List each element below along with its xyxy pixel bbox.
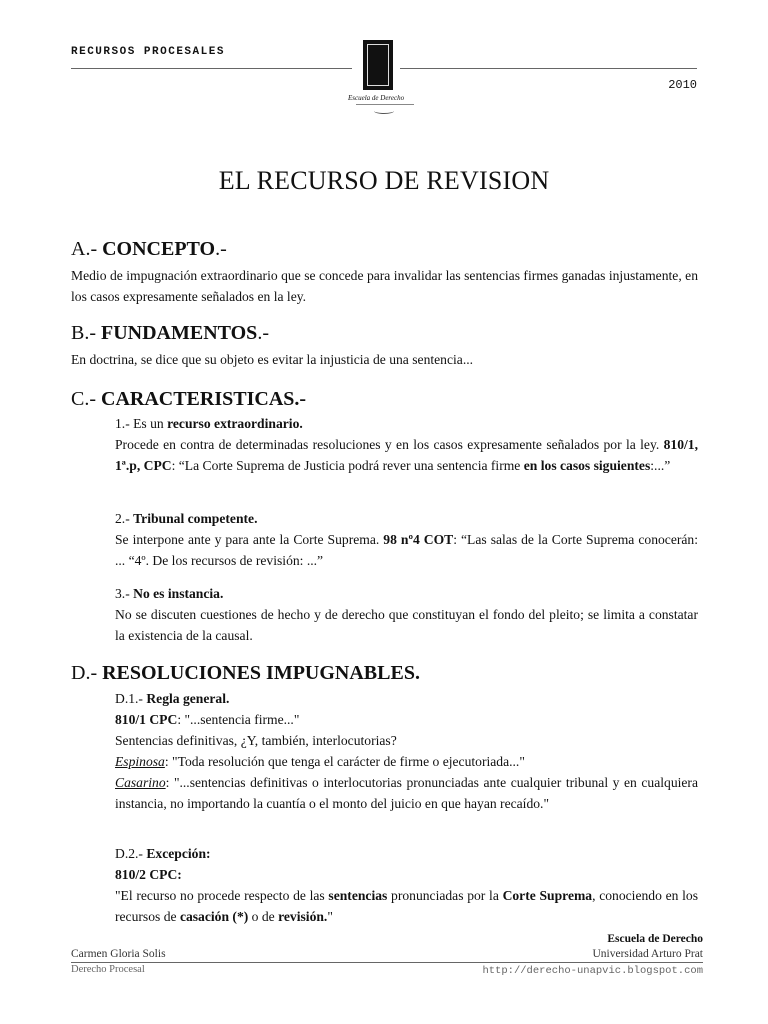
section-c-prefix: C.- — [71, 388, 96, 410]
d2-body — [115, 885, 698, 927]
d2-emph-2: Corte Suprema — [502, 888, 593, 903]
item-1-body — [115, 434, 698, 476]
item-2-ref: 98 nº4 COT — [383, 532, 454, 547]
footer-university: Universidad Arturo Prat — [592, 948, 703, 960]
d2-emph-1: sentencias — [328, 888, 388, 903]
d1-author-2-text: : "...sentencias definitivas o interlocutorias pronunciadas ante cualquier tribunal y en cualquiera instancia, no importando la cuantía o el monto del juicio en que hayan recaído." — [115, 775, 698, 811]
footer-author: Carmen Gloria Solis — [71, 948, 166, 960]
d1-heading — [115, 688, 698, 709]
d2-text-1: "El recurso no procede respecto de las — [115, 888, 329, 903]
section-c-title: CARACTERISTICAS.- — [101, 388, 307, 410]
d2-text-4: o de — [248, 909, 279, 924]
item-2-text-2: : “Las salas de la Corte Suprema conocerán: ... “4º. De los recursos de revisión: ...” — [115, 532, 698, 568]
section-d-1 — [115, 688, 698, 814]
section-a-text: Medio de impugnación extraordinario que se concede para invalidar las sentencias firmes ganadas injustamente, en los casos expresamente señalados en la ley. — [71, 268, 698, 304]
d2-ref-line — [115, 864, 698, 885]
section-c-heading — [71, 388, 306, 411]
item-3-heading — [115, 583, 698, 604]
item-1-ref: 810/1, 1ª.p, CPC — [115, 437, 698, 473]
d1-author-1-name: Espinosa — [115, 754, 165, 769]
item-1-text-2: : “La Corte Suprema de Justicia podrá rever una sentencia firme — [171, 458, 524, 473]
d2-text-5: " — [327, 909, 333, 924]
section-c-item-2 — [115, 508, 698, 571]
d1-bold: Regla general. — [146, 691, 230, 706]
d1-lead: D.1.- — [115, 691, 147, 706]
section-a-prefix: A.- — [71, 238, 98, 260]
section-a-suffix: .- — [215, 238, 227, 260]
d2-ref: 810/2 CPC: — [115, 867, 182, 882]
d2-bold: Excepción: — [146, 846, 211, 861]
item-2-text-1: Se interpone ante y para ante la Corte Suprema. — [115, 532, 384, 547]
logo-emblem-frame — [367, 44, 389, 86]
item-1-emph: en los casos siguientes — [523, 458, 651, 473]
logo-rule — [356, 104, 414, 107]
item-3-bold: No es instancia. — [133, 586, 224, 601]
footer-school: Escuela de Derecho — [607, 933, 703, 945]
header-title: RECURSOS PROCESALES — [71, 46, 225, 58]
footer-divider — [71, 962, 703, 963]
header-divider-right — [400, 68, 697, 69]
section-d-2 — [115, 843, 698, 927]
d1-question: Sentencias definitivas, ¿Y, también, interlocutorias? — [115, 733, 397, 748]
d1-author-1-text: : "Toda resolución que tenga el carácter de firme o ejecutoriada..." — [164, 754, 525, 769]
d1-ref-line — [115, 709, 698, 730]
item-1-lead: 1.- Es un — [115, 416, 168, 431]
section-b-suffix: .- — [257, 322, 269, 344]
section-a-title: CONCEPTO — [102, 238, 216, 260]
d1-author-1 — [115, 751, 698, 772]
item-1-heading — [115, 413, 698, 434]
section-a-heading — [71, 238, 227, 261]
school-logo — [348, 38, 405, 116]
item-2-body — [115, 529, 698, 571]
d1-quote: : "...sentencia firme..." — [177, 712, 300, 727]
d2-text-3: , conociendo en los recursos de — [115, 888, 698, 924]
footer-url[interactable]: http://derecho-unapvic.blogspot.com — [482, 965, 703, 977]
d2-emph-4: revisión. — [278, 909, 328, 924]
section-b-text: En doctrina, se dice que su objeto es evitar la injusticia de una sentencia... — [71, 352, 474, 367]
item-1-text-1: Procede en contra de determinadas resoluciones y en los casos expresamente señalados por la ley. — [115, 437, 664, 452]
d2-lead: D.2.- — [115, 846, 147, 861]
item-3-lead: 3.- — [115, 586, 134, 601]
footer-course: Derecho Procesal — [71, 964, 145, 975]
section-c-item-1 — [115, 413, 698, 476]
section-c-item-3 — [115, 583, 698, 646]
section-b-prefix: B.- — [71, 322, 96, 344]
logo-ornament — [374, 108, 394, 114]
d1-author-2 — [115, 772, 698, 814]
section-b-title: FUNDAMENTOS — [101, 322, 258, 344]
item-1-bold: recurso extraordinario. — [167, 416, 303, 431]
section-b-heading — [71, 322, 269, 345]
section-d-title: RESOLUCIONES IMPUGNABLES. — [102, 662, 420, 684]
header-year: 2010 — [668, 78, 697, 92]
d2-text-2: pronunciadas por la — [387, 888, 503, 903]
item-1-text-3: :...” — [650, 458, 671, 473]
section-d-heading — [71, 662, 420, 685]
d2-emph-3: casación (*) — [179, 909, 249, 924]
d1-ref: 810/1 CPC — [115, 712, 178, 727]
logo-caption: Escuela de Derecho — [348, 94, 405, 102]
section-d-prefix: D.- — [71, 662, 98, 684]
d1-author-2-name: Casarino — [115, 775, 166, 790]
d2-heading — [115, 843, 698, 864]
header-divider-left — [71, 68, 352, 69]
item-2-heading — [115, 508, 698, 529]
item-3-body: No se discuten cuestiones de hecho y de derecho que constituyan el fondo del pleito; se limita a constatar la existencia de la causal. — [115, 607, 698, 643]
item-2-bold: Tribunal competente. — [133, 511, 258, 526]
document-title: EL RECURSO DE REVISION — [218, 166, 550, 195]
item-2-lead: 2.- — [115, 511, 134, 526]
